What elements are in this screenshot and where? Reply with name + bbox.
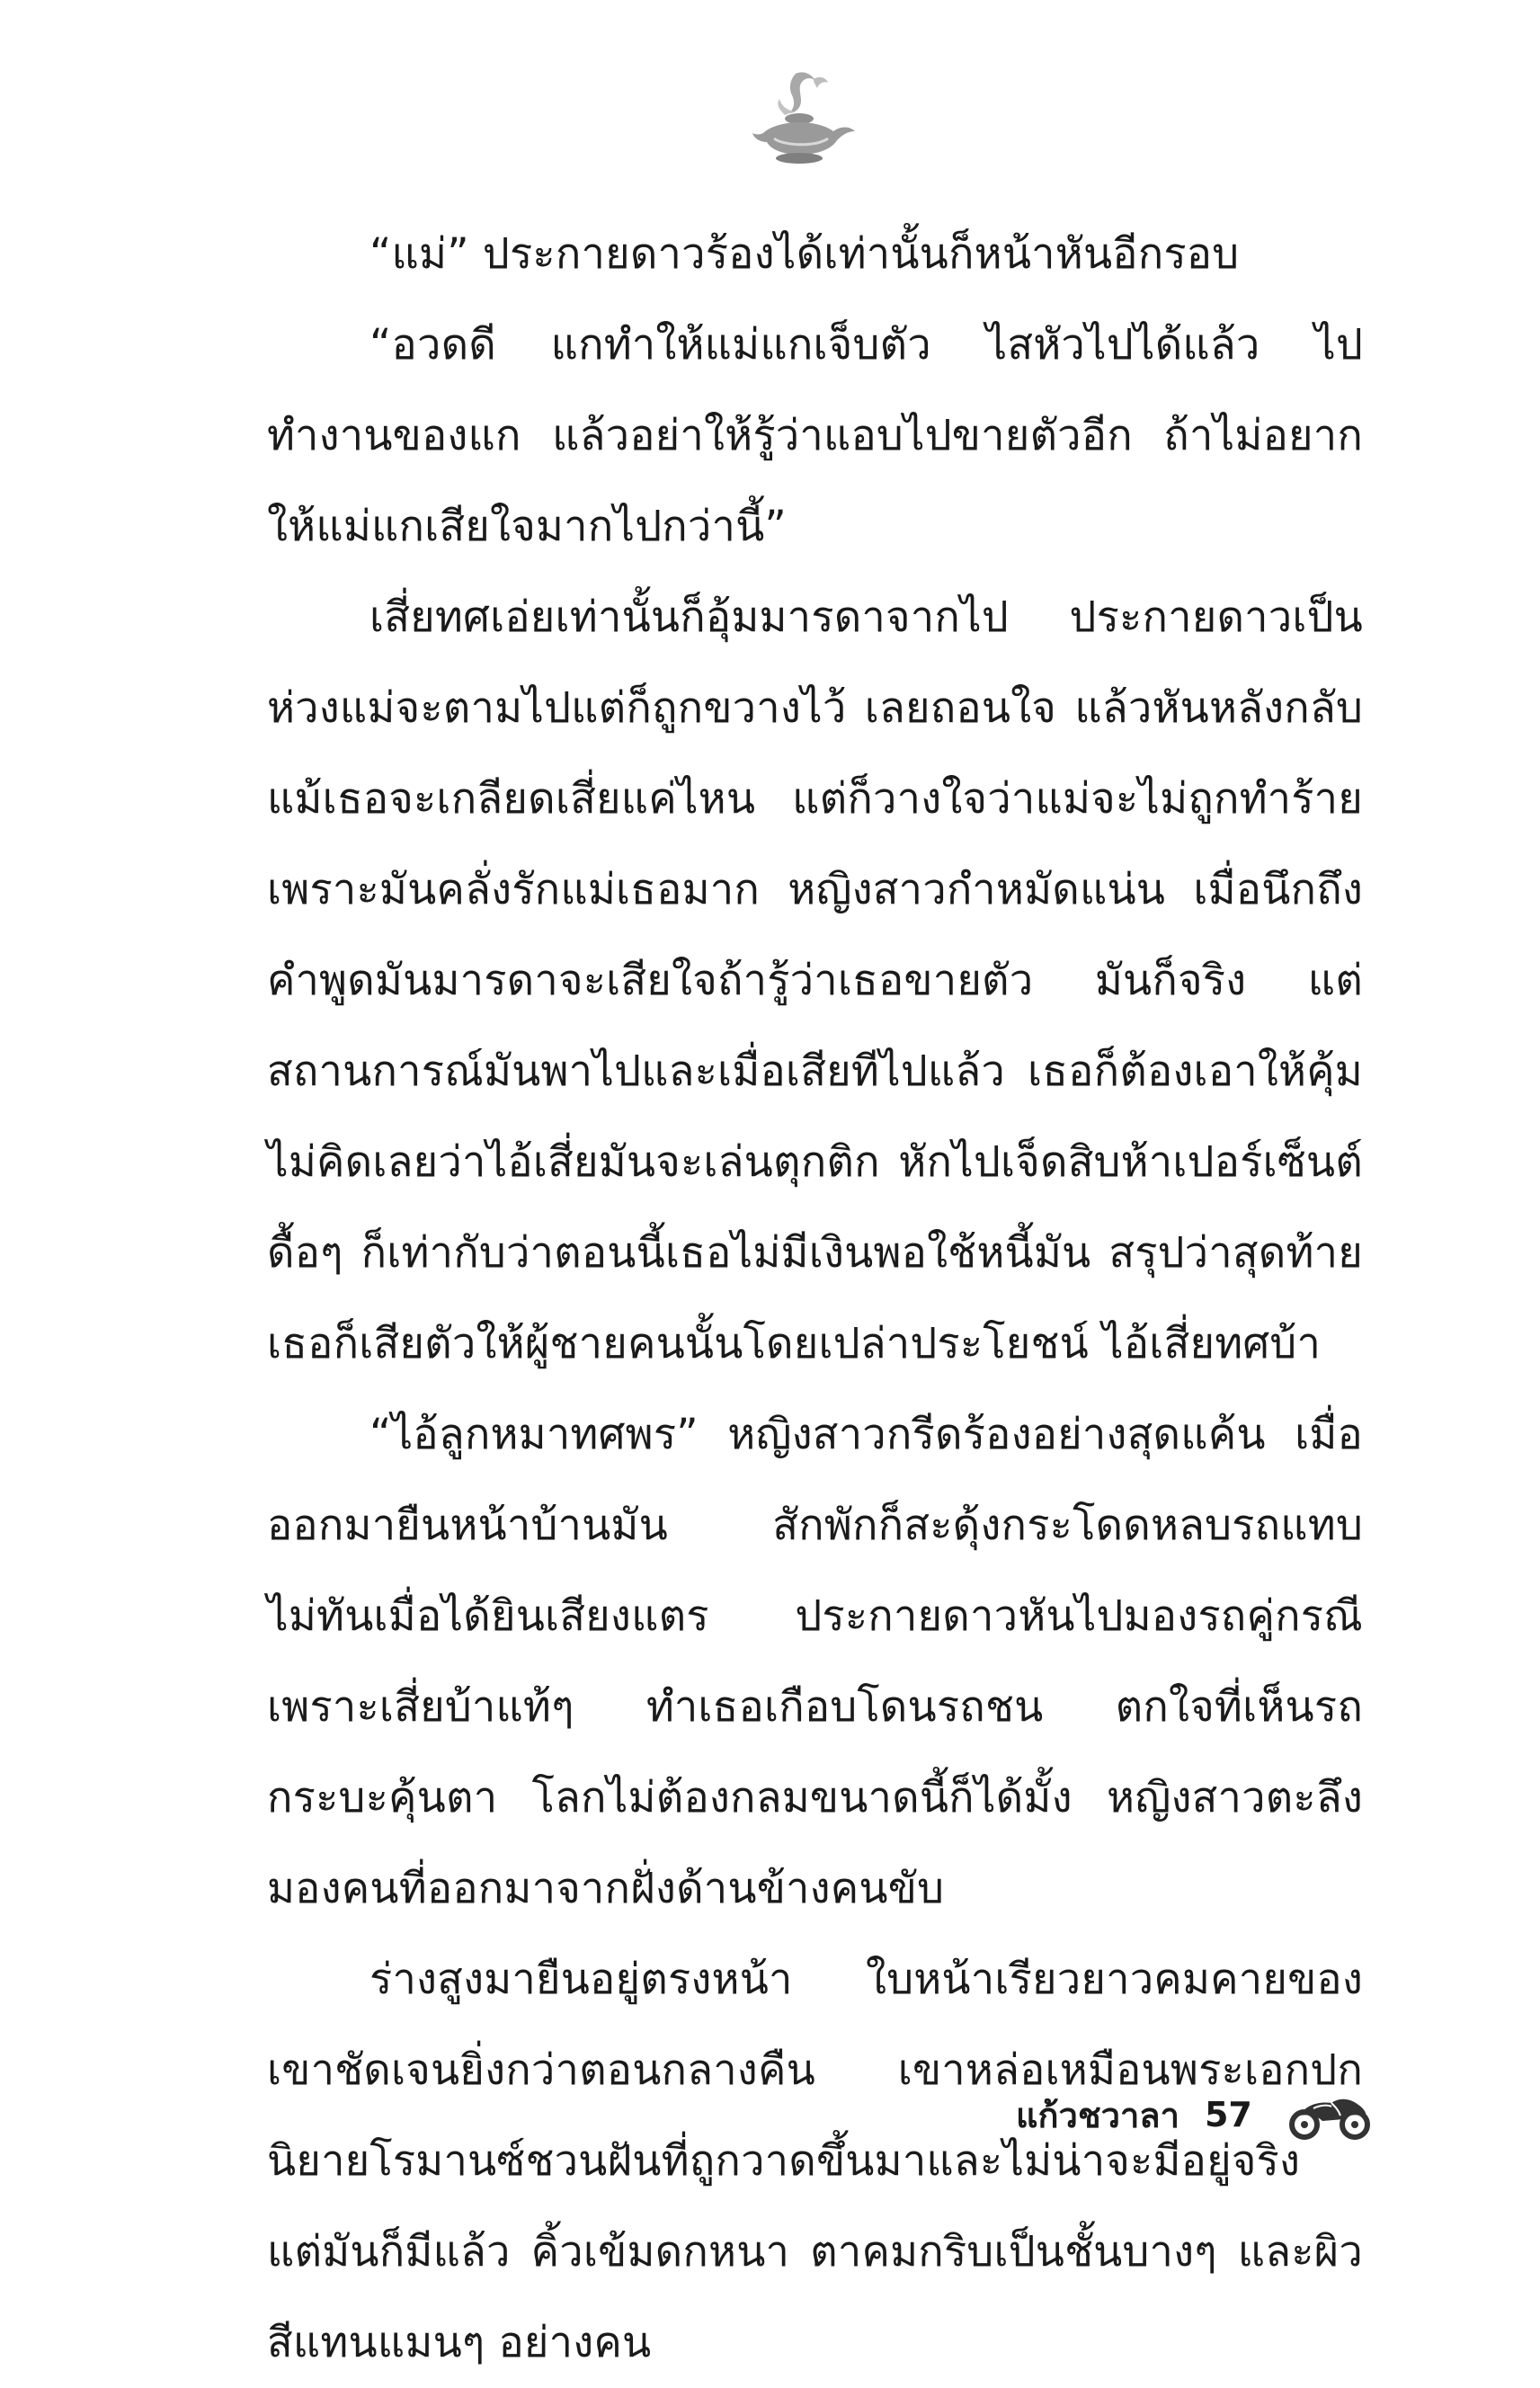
- page-footer: [1016, 2088, 1373, 2142]
- paragraph: “อวดดี แกทำให้แม่แกเจ็บตัว ไสหัวไปได้แล้ว ไปทำงานของแก แล้วอย่าให้รู้ว่าแอบไปขายตัวอีก ถ้าไม่อยากให้แม่แกเสียใจมากไปกว่านี้”: [267, 320, 1363, 551]
- motorcycle-icon: [1286, 2089, 1373, 2141]
- book-title: แก้วชวาลา: [1016, 2095, 1179, 2135]
- paragraph: “แม่” ประกายดาวร้องได้เท่านั้นก็หน้าหันอีกรอบ: [369, 229, 1240, 279]
- text-body: [267, 209, 1363, 2388]
- paragraph: ร่างสูงมายืนอยู่ตรงหน้า ใบหน้าเรียวยาวคมคายของเขาชัดเจนยิ่งกว่าตอนกลางคืน เขาหล่อเหมือนพระเอกปกนิยายโรมานซ์ชวนฝันที่ถูกวาดขึ้นมาและไม่น่าจะมีอยู่จริง แต่มันก็มีแล้ว คิ้วเข้มดกหนา ตาคมกริบเป็นชั้นบางๆ และผิวสีแทนแมนๆ อย่างคน: [267, 1955, 1363, 2367]
- magic-lamp-icon: [743, 63, 860, 180]
- page-number: 57: [1204, 2095, 1252, 2134]
- paragraph: เสี่ยทศเอ่ยเท่านั้นก็อุ้มมารดาจากไป ประกายดาวเป็นห่วงแม่จะตามไปแต่ก็ถูกขวางไว้ เลยถอนใจ แล้วหันหลังกลับ แม้เธอจะเกลียดเสี่ยแค่ไหน แต่ก็วางใจว่าแม่จะไม่ถูกทำร้าย เพราะมันคลั่งรักแม่เธอมาก หญิงสาวกำหมัดแน่น เมื่อนึกถึงคำพูดมันมารดาจะเสียใจถ้ารู้ว่าเธอขายตัว มันก็จริง แต่สถานการณ์มันพาไปและเมื่อเสียทีไปแล้ว เธอก็ต้องเอาให้คุ้ม ไม่คิดเลยว่าไอ้เสี่ยมันจะเล่นตุกติก หักไปเจ็ดสิบห้าเปอร์เซ็นต์ดื้อๆ ก็เท่ากับว่าตอนนี้เธอไม่มีเงินพอใช้หนี้มัน สรุปว่าสุดท้ายเธอก็เสียตัวให้ผู้ชายคนนั้นโดยเปล่าประโยชน์ ไอ้เสี่ยทศบ้า: [267, 593, 1363, 1368]
- paragraph: “ไอ้ลูกหมาทศพร” หญิงสาวกรีดร้องอย่างสุดแค้น เมื่อออกมายืนหน้าบ้านมัน สักพักก็สะดุ้งกระโดดหลบรถแทบไม่ทันเมื่อได้ยินเสียงแตร ประกายดาวหันไปมองรถคู่กรณี เพราะเสี่ยบ้าแท้ๆ ทำเธอเกือบโดนรถชน ตกใจที่เห็นรถกระบะคุ้นตา โลกไม่ต้องกลมขนาดนี้ก็ได้มั้ง หญิงสาวตะลึงมองคนที่ออกมาจากฝั่งด้านข้างคนขับ: [267, 1410, 1363, 1913]
